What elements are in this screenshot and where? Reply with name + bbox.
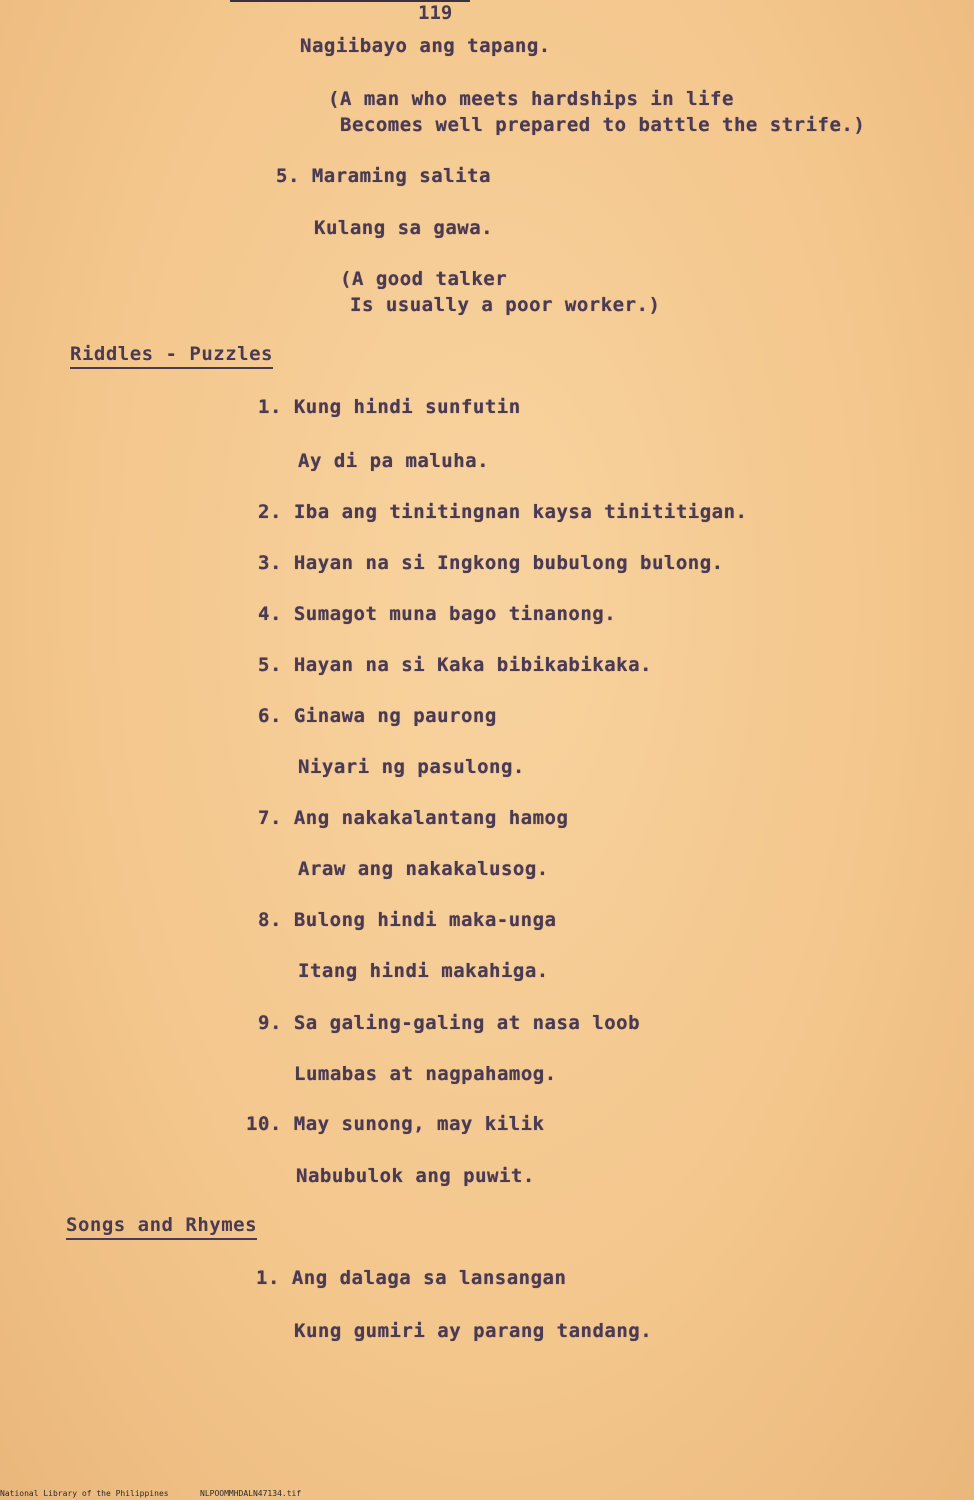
riddle-line: 10. May sunong, may kilik xyxy=(246,1113,545,1135)
riddle-line: 3. Hayan na si Ingkong bubulong bulong. xyxy=(258,552,724,574)
riddle-line: 1. Kung hindi sunfutin xyxy=(258,396,521,418)
page-number: 119 xyxy=(418,2,453,24)
proverb-item: Kulang sa gawa. xyxy=(314,217,494,239)
proverb-line: Nagiibayo ang tapang. xyxy=(300,35,551,57)
riddle-line: 6. Ginawa ng paurong xyxy=(258,705,497,727)
footer-library: National Library of the Philippines xyxy=(0,1489,169,1498)
footer-filename: NLPOOMMHDALN47134.tif xyxy=(200,1489,302,1498)
proverb-translation: Is usually a poor worker.) xyxy=(350,294,661,316)
proverb-item: 5. Maraming salita xyxy=(276,165,491,187)
song-line: Kung gumiri ay parang tandang. xyxy=(294,1320,653,1342)
section-heading-songs: Songs and Rhymes xyxy=(66,1214,257,1240)
riddle-line: 4. Sumagot muna bago tinanong. xyxy=(258,603,617,625)
riddle-line: 7. Ang nakakalantang hamog xyxy=(258,807,569,829)
riddle-line: Nabubulok ang puwit. xyxy=(296,1165,535,1187)
riddle-line: 5. Hayan na si Kaka bibikabikaka. xyxy=(258,654,652,676)
proverb-translation: (A good talker xyxy=(340,268,508,290)
riddle-line: Lumabas at nagpahamog. xyxy=(294,1063,557,1085)
riddle-line: Niyari ng pasulong. xyxy=(298,756,525,778)
riddle-line: 9. Sa galing-galing at nasa loob xyxy=(258,1012,641,1034)
riddle-line: Ay di pa maluha. xyxy=(298,450,490,472)
riddle-line: 2. Iba ang tinitingnan kaysa tinititigan. xyxy=(258,501,748,523)
song-line: 1. Ang dalaga sa lansangan xyxy=(256,1267,567,1289)
section-heading-riddles: Riddles - Puzzles xyxy=(70,343,273,369)
proverb-translation: (A man who meets hardships in life xyxy=(328,88,734,110)
riddle-line: 8. Bulong hindi maka-unga xyxy=(258,909,557,931)
proverb-translation: Becomes well prepared to battle the strife.) xyxy=(340,114,866,136)
riddle-line: Itang hindi makahiga. xyxy=(298,960,549,982)
riddle-line: Araw ang nakakalusog. xyxy=(298,858,549,880)
